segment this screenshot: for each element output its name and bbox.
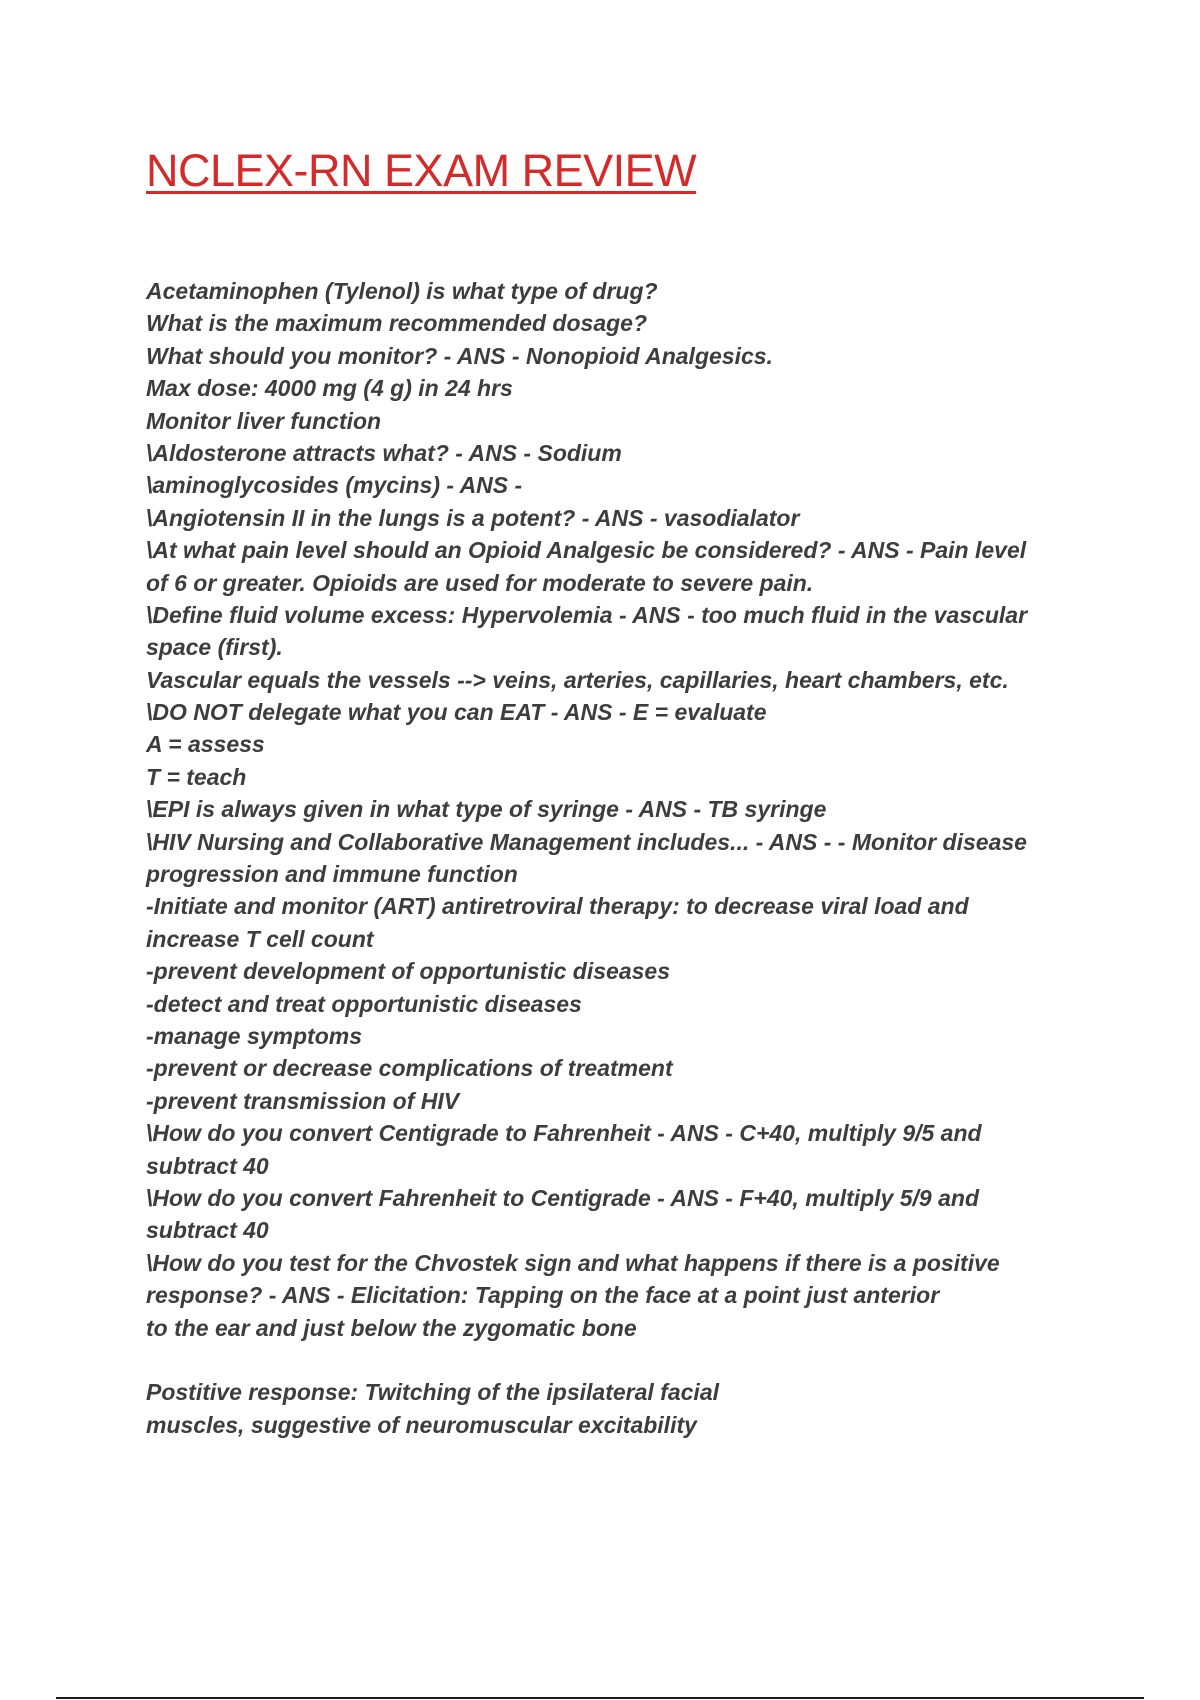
text-line: progression and immune function	[146, 861, 518, 888]
text-line: -manage symptoms	[146, 1022, 363, 1049]
text-line: Acetaminophen (Tylenol) is what type of drug?	[146, 278, 658, 304]
text-line: increase T cell count	[146, 925, 374, 952]
text-line: muscles, suggestive of neuromuscular excitability	[146, 1411, 697, 1438]
text-line: -detect and treat opportunistic diseases	[146, 990, 582, 1017]
document-title: NCLEX-RN EXAM REVIEW	[146, 145, 697, 196]
text-line: \DO NOT delegate what you can EAT - ANS - E = evaluate	[146, 699, 767, 726]
text-line: What is the maximum recommended dosage?	[146, 310, 648, 337]
text-line: to the ear and just below the zygomatic bone	[146, 1314, 637, 1341]
text-line: A = assess	[146, 731, 265, 758]
text-line: -prevent transmission of HIV	[146, 1087, 460, 1114]
text-line: subtract 40	[146, 1217, 269, 1244]
text-line: \Aldosterone attracts what? - ANS - Sodium	[146, 439, 622, 466]
text-line: Vascular equals the vessels --> veins, arteries, capillaries, heart chambers, etc.	[146, 666, 1009, 693]
text-line: -Initiate and monitor (ART) antiretroviral therapy: to decrease viral load and	[146, 893, 969, 920]
text-line: \aminoglycosides (mycins) - ANS -	[146, 472, 523, 499]
text-line: \How do you convert Fahrenheit to Centigrade - ANS - F+40, multiply 5/9 and	[146, 1184, 980, 1211]
text-line: \At what pain level should an Opioid Analgesic be considered? - ANS - Pain level	[146, 537, 1027, 564]
text-line: \Define fluid volume excess: Hypervolemia - ANS - too much fluid in the vascular	[146, 601, 1028, 628]
text-line: \How do you test for the Chvostek sign and what happens if there is a positive	[146, 1249, 1000, 1276]
text-line: -prevent or decrease complications of treatment	[146, 1055, 673, 1082]
text-line: response? - ANS - Elicitation: Tapping on the face at a point just anterior	[146, 1282, 940, 1309]
text-line: \Angiotensin II in the lungs is a potent? - ANS - vasodialator	[146, 504, 800, 531]
text-line: T = teach	[146, 763, 247, 790]
text-line: What should you monitor? - ANS - Nonopioid Analgesics.	[146, 342, 773, 369]
text-line: \How do you convert Centigrade to Fahrenheit - ANS - C+40, multiply 9/5 and	[146, 1120, 982, 1147]
text-line: subtract 40	[146, 1152, 269, 1179]
text-line: -prevent development of opportunistic diseases	[146, 958, 670, 985]
text-line: Postitive response: Twitching of the ipsilateral facial	[146, 1379, 720, 1406]
text-line: of 6 or greater. Opioids are used for moderate to severe pain.	[146, 569, 814, 596]
text-line: \EPI is always given in what type of syringe - ANS - TB syringe	[146, 796, 827, 823]
text-line: Max dose: 4000 mg (4 g) in 24 hrs	[146, 375, 513, 402]
blank-line	[146, 1344, 1086, 1376]
document-body	[146, 275, 1086, 1441]
text-line: \HIV Nursing and Collaborative Management includes... - ANS - - Monitor disease	[146, 828, 1027, 855]
text-line: space (first).	[146, 634, 283, 661]
footer-divider	[56, 1697, 1144, 1699]
text-line: Monitor liver function	[146, 407, 382, 434]
